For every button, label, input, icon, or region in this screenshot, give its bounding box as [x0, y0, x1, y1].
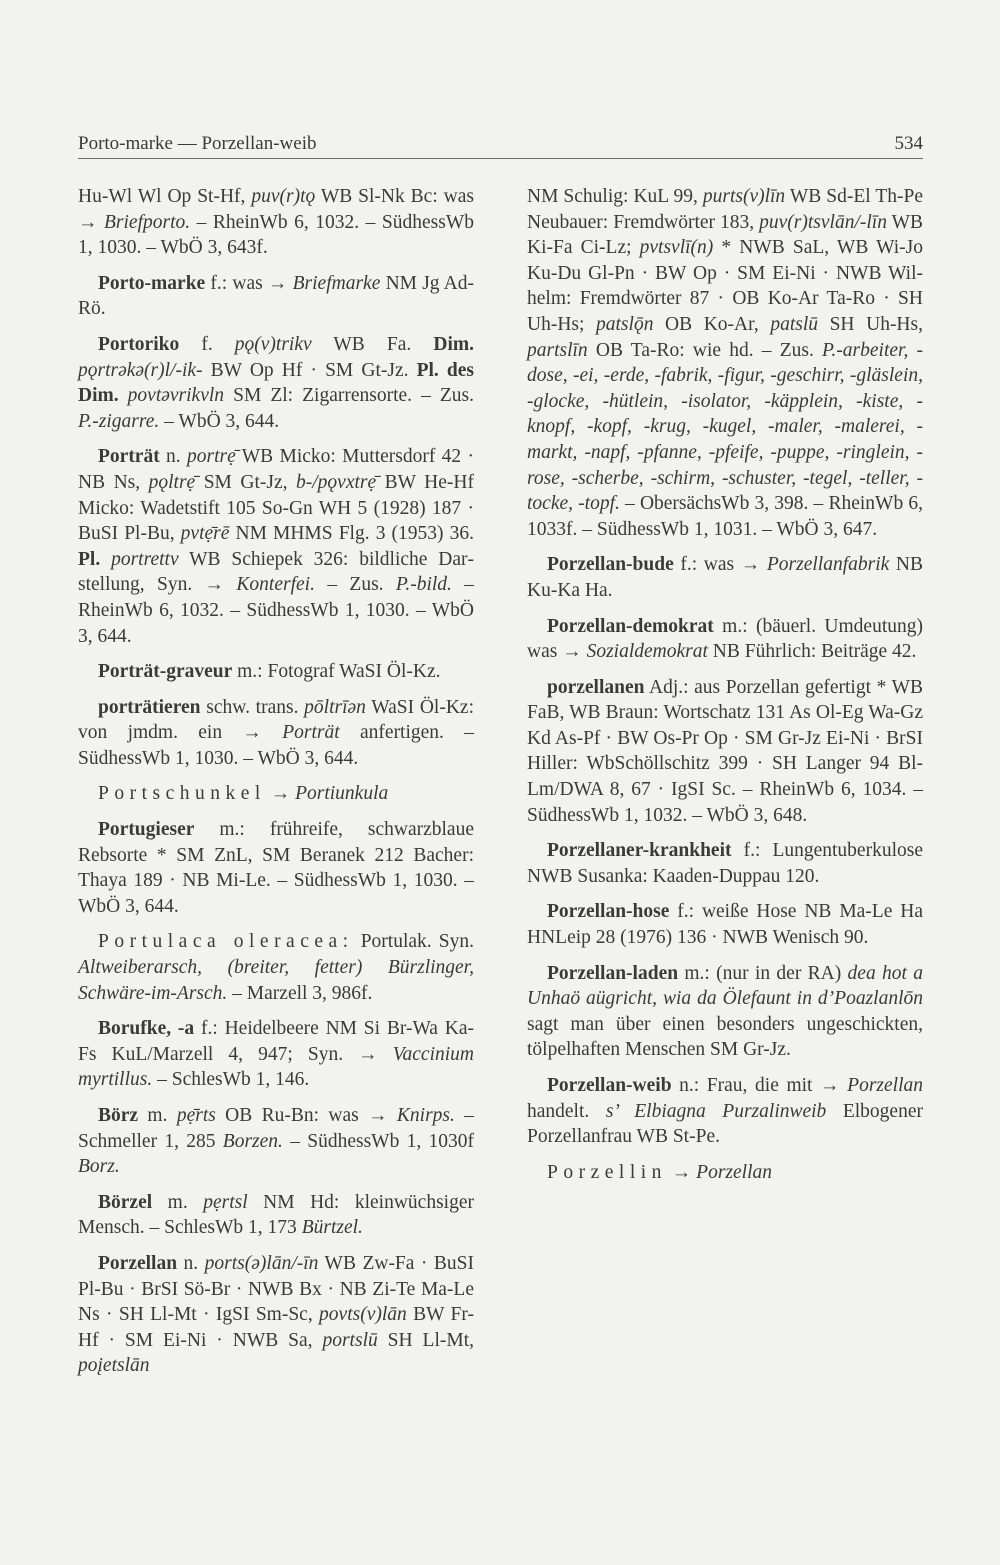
entry-text: – ObersächsWb 3, 398. – RheinWb 6, 1033f. – SüdhessWb 1, 1031. – WbÖ 3, 647. — [527, 493, 923, 540]
entry-text: SH Uh-Hs, — [818, 313, 923, 335]
entry-italic-text: P.-zigarre. — [78, 410, 160, 432]
entry-headword: Börz — [98, 1105, 139, 1126]
entry-headword: Pl. des Dim. — [78, 359, 474, 407]
entry-headword: Porzellan-bude — [547, 554, 674, 576]
entry-italic-text: poįetslān — [78, 1355, 150, 1377]
entry-text: Hu-Wl Wl Op St-Hf, — [78, 186, 252, 207]
entry-text: Elbogener Porzellanfrau WB St-Pe. — [527, 1100, 923, 1148]
entry-text: – RheinWb 6, 1032. – SüdhessWb 1, 1030. – WbÖ 3, 644. — [78, 574, 475, 647]
entry-text: Portulak. Syn. — [353, 931, 474, 953]
entry-text: – SchlesWb 1, 146. — [152, 1069, 310, 1091]
entry-text: anfertigen. – SüdhessWb 1, 1030. – WbÖ 3, 644. — [78, 722, 474, 769]
entry-text: n. — [159, 446, 188, 468]
entry-text: BW Op Hf · SM Gt-Jz. — [202, 359, 417, 381]
entry-italic-text: P.-arbeiter, -dose, -ei, -erde, -fabrik, -figur, -geschirr, -gläslein, -glocke, -hütlein, -isolator, -käpplein, -kiste, -knopf, -kopf, -krug, -kugel, -maler, -malerei, -markt, -napf, -pfanne, -pfeife, -puppe, -ringlein, -rose, -scherbe, -schirm, -schuster, -tegel, -teller, -tocke, -topf. — [527, 339, 923, 515]
entry-text: m.: (bäuerl. Umdeutung) was → — [527, 615, 923, 663]
entry-text: WB Ki-Fa Ci-Lz; — [527, 211, 924, 259]
entry-italic-text: P.-bild. — [395, 574, 452, 596]
entry-text: WB Fa. — [311, 333, 434, 355]
entry-text: WB Zw-Fa · BuSI Pl-Bu · BrSI Sö-Br · NWB Bx · NB Zi-Te Ma-Le Ns · SH Ll-Mt · IgSI Sm-Sc, — [78, 1252, 474, 1326]
entry-text: NM Jg Ad-Rö. — [78, 272, 474, 320]
entry-text — [119, 385, 128, 406]
entry-spaced-headword: Portschunkel — [98, 783, 266, 805]
entry-text: OB Ru-Bn: was → — [215, 1105, 397, 1126]
entry-headword: Portugieser — [98, 819, 195, 841]
entry-italic-text: Altweiberarsch, (breiter, fetter) Bürzlinger, Schwäre-im-Arsch. — [78, 957, 474, 1004]
dictionary-entry — [78, 332, 474, 434]
dictionary-entry — [527, 1160, 923, 1186]
entry-italic-text: Borz. — [78, 1156, 120, 1178]
entry-text: m.: (nur in der RA) — [678, 962, 848, 984]
entry-italic-text: pvtsvlī(n) — [639, 237, 714, 259]
entry-text: WB Sl-Nk Bc: was → — [78, 186, 474, 233]
dictionary-entry — [78, 659, 474, 685]
entry-text: – RheinWb 6, 1032. – SüdhessWb 1, 1030. – WbÖ 3, 643f. — [78, 211, 474, 259]
entry-italic-text: dea hot a Unhaö aügricht, wia da Ölefaunt in d’Poazlanlōn — [527, 962, 923, 1010]
entry-headword: Pl. — [78, 548, 101, 570]
entry-headword: Porzellan-hose — [547, 901, 670, 923]
right-column — [527, 184, 923, 1195]
entry-headword: Portoriko — [98, 333, 180, 355]
dictionary-entry — [78, 1016, 474, 1093]
entry-italic-text: ports(ə)lān/-īn — [204, 1252, 319, 1274]
entry-italic-text: Porträt — [282, 722, 340, 744]
entry-text: f.: Heidelbeere NM Si Br-Wa Ka-Fs KuL/Marzell 4, 947; Syn. → — [78, 1018, 474, 1065]
entry-text: WB Schiepek 326: bildliche Darstellung, Syn. → — [78, 548, 475, 596]
entry-text: – Schmeller 1, 285 — [78, 1105, 475, 1152]
entry-headword: Porzellan-weib — [547, 1075, 672, 1096]
entry-headword: Porzellan-laden — [547, 962, 679, 984]
dictionary-entry — [527, 838, 923, 889]
entry-text — [100, 549, 111, 570]
entry-italic-text: pvtẹ̄rē — [180, 523, 230, 545]
entry-headword: Porträt — [98, 446, 160, 468]
entry-text: NM Schulig: KuL 99, — [527, 186, 703, 207]
entry-italic-text: povtəvrikvln — [127, 385, 225, 407]
entry-text: f. — [179, 333, 235, 355]
dictionary-entry — [527, 552, 923, 603]
dictionary-entry — [78, 271, 474, 322]
entry-text: f.: Lungentuberkulose NWB Susanka: Kaaden-Duppau 120. — [527, 840, 923, 887]
entry-text: – WbÖ 3, 644. — [159, 410, 280, 432]
dictionary-entry — [527, 1073, 923, 1150]
entry-italic-text: partslīn — [527, 339, 588, 361]
dictionary-entry — [527, 961, 923, 1063]
dictionary-entry — [78, 1190, 474, 1241]
entry-text: – SüdhessWb 1, 1030f — [282, 1130, 475, 1152]
entry-italic-text: portslū — [322, 1329, 378, 1351]
dictionary-entry — [527, 899, 923, 950]
entry-italic-text: Porzellan — [847, 1075, 923, 1096]
entry-text: – Zus. — [314, 574, 396, 596]
entry-text: n.: Frau, die mit → — [671, 1075, 848, 1096]
entry-text: – Marzell 3, 986f. — [227, 982, 373, 1004]
header-rule — [78, 158, 923, 159]
entry-headword: Porträt-graveur — [98, 661, 233, 683]
dictionary-entry — [78, 444, 474, 649]
entry-italic-text: pǫ(v)trikv — [234, 333, 312, 355]
entry-text: m. — [138, 1105, 177, 1126]
entry-spaced-headword: Portulaca oleracea: — [98, 931, 354, 953]
entry-text: m. — [152, 1191, 204, 1213]
entry-headword: porzellanen — [547, 676, 645, 698]
entry-italic-text: Konterfei. — [236, 574, 315, 596]
entry-text: OB Ko-Ar, — [653, 313, 771, 335]
entry-text: → — [265, 783, 296, 805]
entry-italic-text: Knirps. — [396, 1105, 455, 1126]
entry-text: m.: frühreife, schwarzblaue Rebsorte * SM ZnL, SM Beranek 212 Bacher: Thaya 189 · NB Mi-Le. – SüdhessWb 1, 1030. – WbÖ 3, 644. — [78, 819, 474, 917]
entry-text: schw. trans. — [200, 696, 305, 718]
entry-text: m.: Fotograf WaSI Öl-Kz. — [232, 661, 441, 683]
entry-italic-text: puv(r)tsvlān/-līn — [759, 211, 887, 233]
entry-text: NM Hd: kleinwüchsiger Mensch. – SchlesWb 1, 173 — [78, 1191, 474, 1239]
entry-italic-text: Porzellanfabrik — [766, 554, 890, 576]
entry-italic-text: portrettv — [111, 548, 179, 570]
entry-italic-text: Sozialdemokrat — [586, 641, 708, 663]
dictionary-entry — [527, 614, 923, 665]
entry-text: BW Fr-Hf · SM Ei-Ni · NWB Sa, — [78, 1304, 474, 1351]
entry-text: SM Gt-Jz, — [195, 471, 296, 493]
entry-italic-text: b-/pǫvxtrẹ̄ — [296, 471, 377, 493]
entry-italic-text: pǫltrẹ̄ — [148, 471, 196, 493]
entry-text: → — [666, 1161, 697, 1183]
entry-headword: Porzellan — [98, 1252, 178, 1274]
dictionary-entry — [527, 675, 923, 829]
dictionary-entry — [78, 1251, 474, 1379]
entry-text: NB Ku-Ka Ha. — [527, 554, 923, 601]
entry-text: WaSI Öl-Kz: von jmdm. ein → — [78, 696, 474, 744]
entry-italic-text: povts(v)lān — [319, 1304, 407, 1326]
entry-text: f.: was → — [673, 554, 767, 576]
dictionary-entry — [527, 184, 923, 542]
dictionary-entry — [78, 817, 474, 919]
dictionary-entry — [78, 781, 474, 807]
entry-italic-text: patslǭn — [596, 313, 654, 335]
entry-spaced-headword: Porzellin — [547, 1161, 667, 1183]
dictionary-entry — [78, 929, 474, 1006]
page-number: 534 — [894, 133, 923, 154]
entry-italic-text: Porzellan — [696, 1161, 772, 1183]
entry-italic-text: Borzen. — [222, 1130, 283, 1152]
entry-headword: Porto-marke — [98, 272, 206, 294]
entry-headword: Dim. — [433, 333, 474, 355]
entry-italic-text: pǫrtrəkə(r)l/-ik- — [78, 359, 203, 381]
entry-text: Adj.: aus Porzellan gefertigt * WB FaB, WB Braun: Wortschatz 131 As Ol-Eg Wa-Gz Kd As-Pf · BW Os-Pr Op · SM Gr-Jz Ei-Ni · BrSI Hiller: WbSchöllschitz 399 · SH Langer 94 Bl-Lm/DWA 8, 67 · IgSI Sc. – RheinWb 6, 1034. – SüdhessWb 1, 1032. – WbÖ 3, 648. — [527, 676, 923, 826]
entry-text: OB Ta-Ro: wie hd. – Zus. — [587, 339, 823, 361]
entry-text: NB Führlich: Beiträge 42. — [707, 641, 917, 663]
entry-text: f.: weiße Hose NB Ma-Le Ha HNLeip 28 (1976) 136 · NWB Wenisch 90. — [527, 901, 923, 949]
running-head-title: Porto-marke — Porzellan-weib — [78, 133, 317, 154]
entry-italic-text: pōltrīən — [304, 696, 366, 718]
entry-headword: Porzellan-demokrat — [547, 615, 714, 637]
entry-text: * NWB SaL, WB Wi-Jo Ku-Du Gl-Pn · BW Op · SM Ei-Ni · NWB Wilhelm: Fremdwörter 87 · OB Ko-Ar Ta-Ro · SH Uh-Hs; — [527, 237, 923, 335]
entry-italic-text: pẹrtsl — [203, 1191, 248, 1213]
entry-headword: porträtieren — [98, 696, 201, 718]
entry-italic-text: Briefporto. — [104, 211, 191, 233]
entry-text: SM Zl: Zigarrensorte. – Zus. — [224, 385, 474, 407]
dictionary-entry — [78, 184, 474, 261]
entry-italic-text: Portiunkula — [295, 783, 389, 805]
left-column — [78, 184, 474, 1389]
entry-italic-text: Bürtzel. — [301, 1217, 363, 1239]
entry-text: sagt man über einen besonders ungeschickten, tölpelhaften Menschen SM Gr-Jz. — [527, 1013, 923, 1061]
entry-text: SH Ll-Mt, — [377, 1329, 474, 1351]
dictionary-entry — [78, 1103, 474, 1180]
entry-headword: Börzel — [98, 1191, 153, 1213]
entry-text: handelt. — [527, 1100, 606, 1122]
entry-italic-text: purts(v)līn — [702, 186, 786, 207]
entry-italic-text: Vaccinium myrtillus. — [78, 1043, 474, 1091]
entry-headword: Porzellaner-krankheit — [547, 840, 732, 862]
dictionary-entry — [78, 695, 474, 772]
entry-text: WB Micko: Muttersdorf 42 · NB Ns, — [78, 446, 475, 493]
entry-text: n. — [177, 1252, 205, 1274]
entry-italic-text: puv(r)tǫ — [251, 186, 316, 207]
entry-text: NM MHMS Flg. 3 (1953) 36. — [229, 523, 474, 545]
entry-text: f.: was → — [205, 272, 293, 294]
entry-text: WB Sd-El Th-Pe Neubauer: Fremdwörter 183, — [527, 186, 923, 233]
entry-italic-text: portrẹ̄ — [187, 446, 236, 468]
entry-italic-text: s’ Elbiagna Purzalinweib — [605, 1100, 827, 1122]
entry-italic-text: Briefmarke — [292, 272, 381, 294]
running-head — [78, 133, 923, 155]
entry-headword: Borufke, -a — [98, 1018, 195, 1040]
entry-italic-text: patslū — [770, 313, 818, 335]
entry-text: BW He-Hf Micko: Wadetstift 105 So-Gn WH 5 (1928) 187 · BuSI Pl-Bu, — [78, 471, 474, 545]
entry-italic-text: pẹ̄rts — [176, 1105, 216, 1126]
